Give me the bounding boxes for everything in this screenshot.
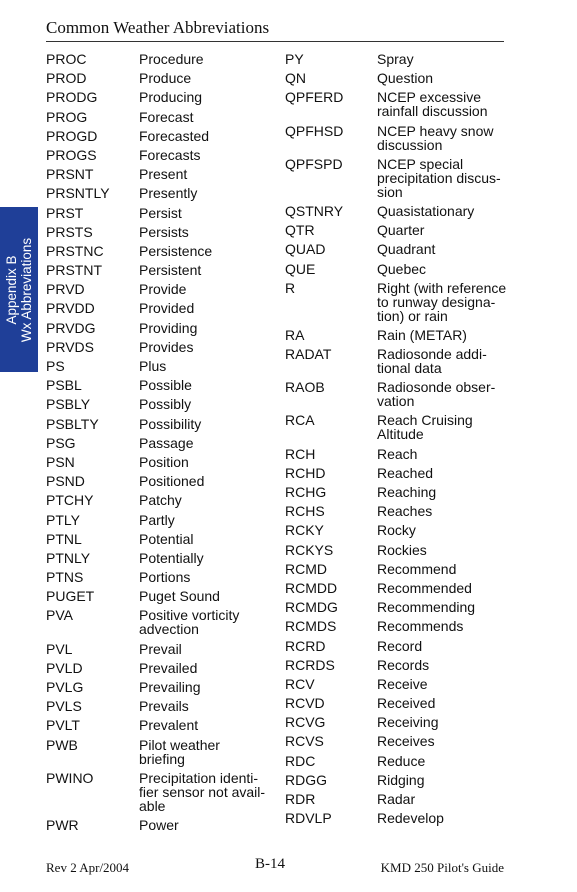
abbreviation-entry [46, 532, 276, 546]
abbreviation-entry [46, 52, 276, 66]
abbreviation-entry [46, 110, 276, 124]
abbreviation-code: RCHD [285, 464, 326, 481]
abbreviation-meaning: Reached [377, 464, 434, 481]
abbreviation-meaning: Passage [139, 434, 194, 451]
abbreviation-entry [46, 661, 276, 675]
abbreviation-entry [285, 600, 515, 614]
abbreviation-meaning: Reaches [377, 503, 433, 520]
abbreviation-entry [46, 244, 276, 258]
abbreviation-entry [285, 281, 515, 323]
abbreviation-code: PSN [46, 453, 75, 470]
abbreviation-entry [46, 225, 276, 239]
abbreviation-entry [285, 639, 515, 653]
abbreviation-meaning: Persistent [139, 262, 202, 279]
abbreviation-meaning: Produce [139, 70, 192, 87]
abbreviation-entry [285, 413, 515, 441]
abbreviation-entry [46, 71, 276, 85]
abbreviation-entry [46, 340, 276, 354]
abbreviation-entry [46, 167, 276, 181]
abbreviation-meaning: Quebec [377, 260, 427, 277]
abbreviation-code: PTLY [46, 511, 80, 528]
abbreviation-meaning: Redevelop [377, 810, 444, 827]
abbreviation-meaning: Recommending [377, 599, 476, 616]
abbreviation-code: QN [285, 70, 306, 87]
abbreviation-code: RCMDG [285, 599, 338, 616]
abbreviation-entry [285, 485, 515, 499]
abbreviation-code: RCMDS [285, 618, 337, 635]
abbreviation-entry [285, 523, 515, 537]
abbreviation-entry [46, 513, 276, 527]
abbreviation-meaning: Provided [139, 300, 195, 317]
abbreviation-entry [46, 642, 276, 656]
abbreviation-code: QUE [285, 260, 316, 277]
abbreviation-code: RCHG [285, 484, 327, 500]
abbreviation-code: PVLS [46, 698, 82, 715]
footer-guide-title: KMD 250 Pilot's Guide [380, 860, 504, 875]
abbreviation-meaning: Forecast [139, 108, 194, 125]
page-title: Common Weather Abbreviations [46, 18, 504, 42]
abbreviation-code: RCRDS [285, 656, 335, 673]
abbreviation-meaning: Presently [139, 185, 198, 202]
abbreviation-entry [46, 680, 276, 694]
abbreviation-entry [46, 301, 276, 315]
abbreviation-code: RDC [285, 752, 316, 769]
abbreviation-meaning: Reduce [377, 752, 426, 769]
abbreviation-code: RDGG [285, 771, 327, 788]
abbreviation-meaning: Forecasted [139, 127, 210, 144]
abbreviation-code: RCV [285, 675, 315, 692]
abbreviation-meaning: Rocky [377, 522, 416, 539]
abbreviation-entry [285, 242, 515, 256]
abbreviation-meaning: Prevail [139, 640, 182, 657]
abbreviation-code: RCMD [285, 560, 327, 577]
abbreviation-meaning: Radar [377, 791, 416, 807]
abbreviation-meaning: Partly [139, 511, 175, 528]
abbreviation-meaning: NCEP special precipitation discus- sion [377, 155, 501, 200]
abbreviation-code: QPFSPD [285, 155, 343, 172]
abbreviation-entry [285, 773, 515, 787]
abbreviation-entry [46, 186, 276, 200]
side-tab-line-1: Appendix B [4, 255, 19, 325]
abbreviation-code: RA [285, 326, 305, 343]
abbreviation-meaning: Plus [139, 358, 167, 374]
abbreviation-entry [46, 493, 276, 507]
page-number: B-14 [255, 856, 285, 872]
abbreviation-meaning: Possible [139, 377, 192, 394]
abbreviation-meaning: Right (with reference to runway designa- tion) or rain [377, 279, 507, 324]
abbreviation-code: PSBLY [46, 396, 91, 413]
abbreviation-meaning: Puget Sound [139, 588, 220, 605]
abbreviation-meaning: Rain (METAR) [377, 326, 467, 343]
abbreviation-entry [46, 436, 276, 450]
abbreviation-code: PRSNT [46, 166, 94, 183]
abbreviation-code: PTNLY [46, 549, 91, 566]
abbreviation-meaning: Potentially [139, 549, 204, 566]
abbreviation-entry [46, 818, 276, 832]
abbreviation-entry [46, 474, 276, 488]
abbreviation-code: PSBL [46, 377, 82, 394]
abbreviation-code: PUGET [46, 588, 95, 605]
abbreviation-code: RCHS [285, 503, 325, 520]
side-tab-label [4, 238, 34, 342]
abbreviation-code: PVL [46, 640, 73, 657]
abbreviation-code: PY [285, 51, 304, 67]
abbreviation-meaning: Receiving [377, 714, 439, 731]
abbreviation-entry [46, 455, 276, 469]
abbreviation-entry [46, 359, 276, 373]
abbreviation-code: RDR [285, 791, 316, 807]
abbreviation-entry [285, 811, 515, 825]
abbreviation-code: PTNL [46, 530, 82, 547]
abbreviation-code: PWINO [46, 769, 94, 786]
abbreviation-entry [285, 734, 515, 748]
abbreviation-code: RDVLP [285, 810, 332, 827]
abbreviation-code: PTNS [46, 569, 84, 586]
abbreviation-code: PRSNTLY [46, 185, 110, 202]
abbreviation-entry [285, 262, 515, 276]
abbreviation-meaning: Portions [139, 569, 191, 586]
abbreviation-entry [285, 581, 515, 595]
abbreviation-code: RCRD [285, 637, 326, 654]
abbreviation-meaning: Persist [139, 204, 182, 221]
abbreviation-entry [285, 677, 515, 691]
abbreviation-code: PRVDS [46, 338, 94, 355]
abbreviation-entry [46, 570, 276, 584]
abbreviation-meaning: Record [377, 637, 423, 654]
abbreviation-entry [285, 466, 515, 480]
abbreviation-entry [285, 71, 515, 85]
abbreviation-meaning: Pilot weather briefing [139, 736, 220, 767]
abbreviation-meaning: Providing [139, 319, 198, 336]
abbreviation-meaning: NCEP excessive rainfall discussion [377, 89, 488, 120]
abbreviation-code: R [285, 279, 296, 296]
abbreviation-meaning: Reach Cruising Altitude [377, 412, 473, 443]
abbreviation-meaning: Recommends [377, 618, 464, 635]
abbreviation-meaning: Question [377, 70, 434, 87]
abbreviation-code: PS [46, 358, 65, 374]
abbreviation-meaning: Forecasts [139, 146, 201, 163]
abbreviation-meaning: Possibly [139, 396, 192, 413]
abbreviation-meaning: Power [139, 816, 179, 833]
abbreviation-meaning: Prevalent [139, 717, 199, 734]
abbreviation-entry [285, 754, 515, 768]
abbreviation-code: RCKY [285, 522, 324, 539]
abbreviation-meaning: Spray [377, 51, 414, 67]
abbreviation-entry [285, 619, 515, 633]
abbreviation-code: RCKYS [285, 541, 334, 558]
abbreviation-entry [285, 223, 515, 237]
abbreviation-meaning: Recommend [377, 560, 457, 577]
abbreviation-code: PRVD [46, 281, 85, 298]
abbreviation-code: RCA [285, 412, 315, 429]
side-tab-line-2: Wx Abbreviations [19, 237, 34, 343]
abbreviation-entry [46, 321, 276, 335]
abbreviation-entry [46, 417, 276, 431]
abbreviation-entry [46, 738, 276, 766]
abbreviation-entry [285, 124, 515, 152]
abbreviation-code: RCVG [285, 714, 326, 731]
abbreviation-meaning: Persists [139, 223, 189, 240]
abbreviation-column-left [46, 52, 276, 837]
abbreviation-entry [46, 718, 276, 732]
abbreviation-code: QPFHSD [285, 122, 344, 139]
abbreviation-entry [46, 699, 276, 713]
abbreviation-code: PSBLTY [46, 415, 99, 432]
abbreviation-meaning: Positioned [139, 473, 205, 490]
abbreviation-meaning: Precipitation identi- fier sensor not avail- able [139, 769, 266, 814]
abbreviation-entry [285, 347, 515, 375]
abbreviation-meaning: Recommended [377, 579, 472, 596]
abbreviation-meaning: Quasistationary [377, 202, 475, 219]
abbreviation-code: PRST [46, 204, 84, 221]
abbreviation-meaning: Rockies [377, 541, 427, 558]
abbreviation-entry [285, 90, 515, 118]
abbreviation-entry [46, 129, 276, 143]
abbreviation-meaning: Producing [139, 89, 203, 106]
abbreviation-meaning: Possibility [139, 415, 202, 432]
abbreviation-meaning: Provides [139, 338, 194, 355]
abbreviation-column-right [285, 52, 515, 830]
abbreviation-entry [285, 543, 515, 557]
abbreviation-entry [285, 792, 515, 806]
abbreviation-code: RCMDD [285, 579, 338, 596]
abbreviation-meaning: Potential [139, 530, 194, 547]
abbreviation-meaning: Radiosonde obser- vation [377, 379, 496, 410]
abbreviation-code: QUAD [285, 241, 326, 258]
abbreviation-entry [46, 608, 276, 636]
abbreviation-code: PROGD [46, 127, 98, 144]
abbreviation-code: PRODG [46, 89, 98, 106]
abbreviation-entry [285, 562, 515, 576]
abbreviation-meaning: Prevailed [139, 659, 198, 676]
abbreviation-code: RADAT [285, 346, 332, 363]
abbreviation-code: PWR [46, 816, 79, 833]
abbreviation-entry [285, 157, 515, 199]
abbreviation-code: RCVS [285, 733, 324, 750]
abbreviation-meaning: Records [377, 656, 430, 673]
abbreviation-entry [285, 52, 515, 66]
abbreviation-entry [285, 447, 515, 461]
abbreviation-code: PVLD [46, 659, 83, 676]
abbreviation-code: PVA [46, 607, 73, 624]
abbreviation-entry [46, 551, 276, 565]
abbreviation-meaning: Quadrant [377, 241, 436, 258]
abbreviation-meaning: Radiosonde addi- tional data [377, 346, 487, 377]
abbreviation-meaning: Positive vorticity advection [139, 607, 240, 638]
abbreviation-meaning: Provide [139, 281, 187, 298]
abbreviation-entry [285, 715, 515, 729]
abbreviation-code: RCH [285, 445, 316, 462]
abbreviation-entry [46, 589, 276, 603]
abbreviation-entry [285, 696, 515, 710]
abbreviation-entry [46, 263, 276, 277]
abbreviation-meaning: Prevailing [139, 679, 201, 695]
abbreviation-entry [285, 328, 515, 342]
abbreviation-code: PROC [46, 51, 87, 67]
abbreviation-meaning: Reach [377, 445, 418, 462]
abbreviation-code: QSTNRY [285, 202, 344, 219]
abbreviation-code: QTR [285, 222, 315, 239]
abbreviation-meaning: Reaching [377, 484, 437, 500]
abbreviation-code: PROGS [46, 146, 97, 163]
abbreviation-code: PTCHY [46, 492, 94, 509]
abbreviation-meaning: Receives [377, 733, 435, 750]
abbreviation-meaning: Persistence [139, 242, 213, 259]
abbreviation-entry [46, 282, 276, 296]
footer-revision: Rev 2 Apr/2004 [46, 860, 130, 875]
abbreviation-entry [46, 771, 276, 813]
abbreviation-code: QPFERD [285, 89, 344, 106]
abbreviation-meaning: Position [139, 453, 189, 470]
abbreviation-code: PSND [46, 473, 85, 490]
abbreviation-code: PROD [46, 70, 87, 87]
abbreviation-entry [46, 397, 276, 411]
abbreviation-meaning: Present [139, 166, 188, 183]
abbreviation-meaning: Received [377, 695, 436, 712]
abbreviation-code: RAOB [285, 379, 325, 396]
abbreviation-entry [285, 658, 515, 672]
abbreviation-entry [46, 378, 276, 392]
abbreviation-entry [46, 148, 276, 162]
abbreviation-entry [285, 504, 515, 518]
abbreviation-meaning: Ridging [377, 771, 425, 788]
abbreviation-entry [285, 380, 515, 408]
abbreviation-meaning: Patchy [139, 492, 182, 509]
abbreviation-meaning: Quarter [377, 222, 425, 239]
abbreviation-code: PWB [46, 736, 78, 753]
abbreviation-meaning: Procedure [139, 51, 204, 67]
abbreviation-entry [46, 90, 276, 104]
abbreviation-code: PRVDD [46, 300, 95, 317]
abbreviation-meaning: NCEP heavy snow discussion [377, 122, 494, 153]
abbreviation-code: PRSTNC [46, 242, 104, 259]
abbreviation-code: RCVD [285, 695, 325, 712]
abbreviation-code: PVLT [46, 717, 80, 734]
abbreviation-entry [285, 204, 515, 218]
abbreviation-code: PRVDG [46, 319, 96, 336]
abbreviation-code: PVLG [46, 679, 84, 695]
abbreviation-code: PRSTNT [46, 262, 102, 279]
abbreviation-code: PSG [46, 434, 76, 451]
abbreviation-meaning: Prevails [139, 698, 189, 715]
abbreviation-entry [46, 206, 276, 220]
abbreviation-meaning: Receive [377, 675, 428, 692]
abbreviation-code: PRSTS [46, 223, 93, 240]
abbreviation-code: PROG [46, 108, 88, 125]
